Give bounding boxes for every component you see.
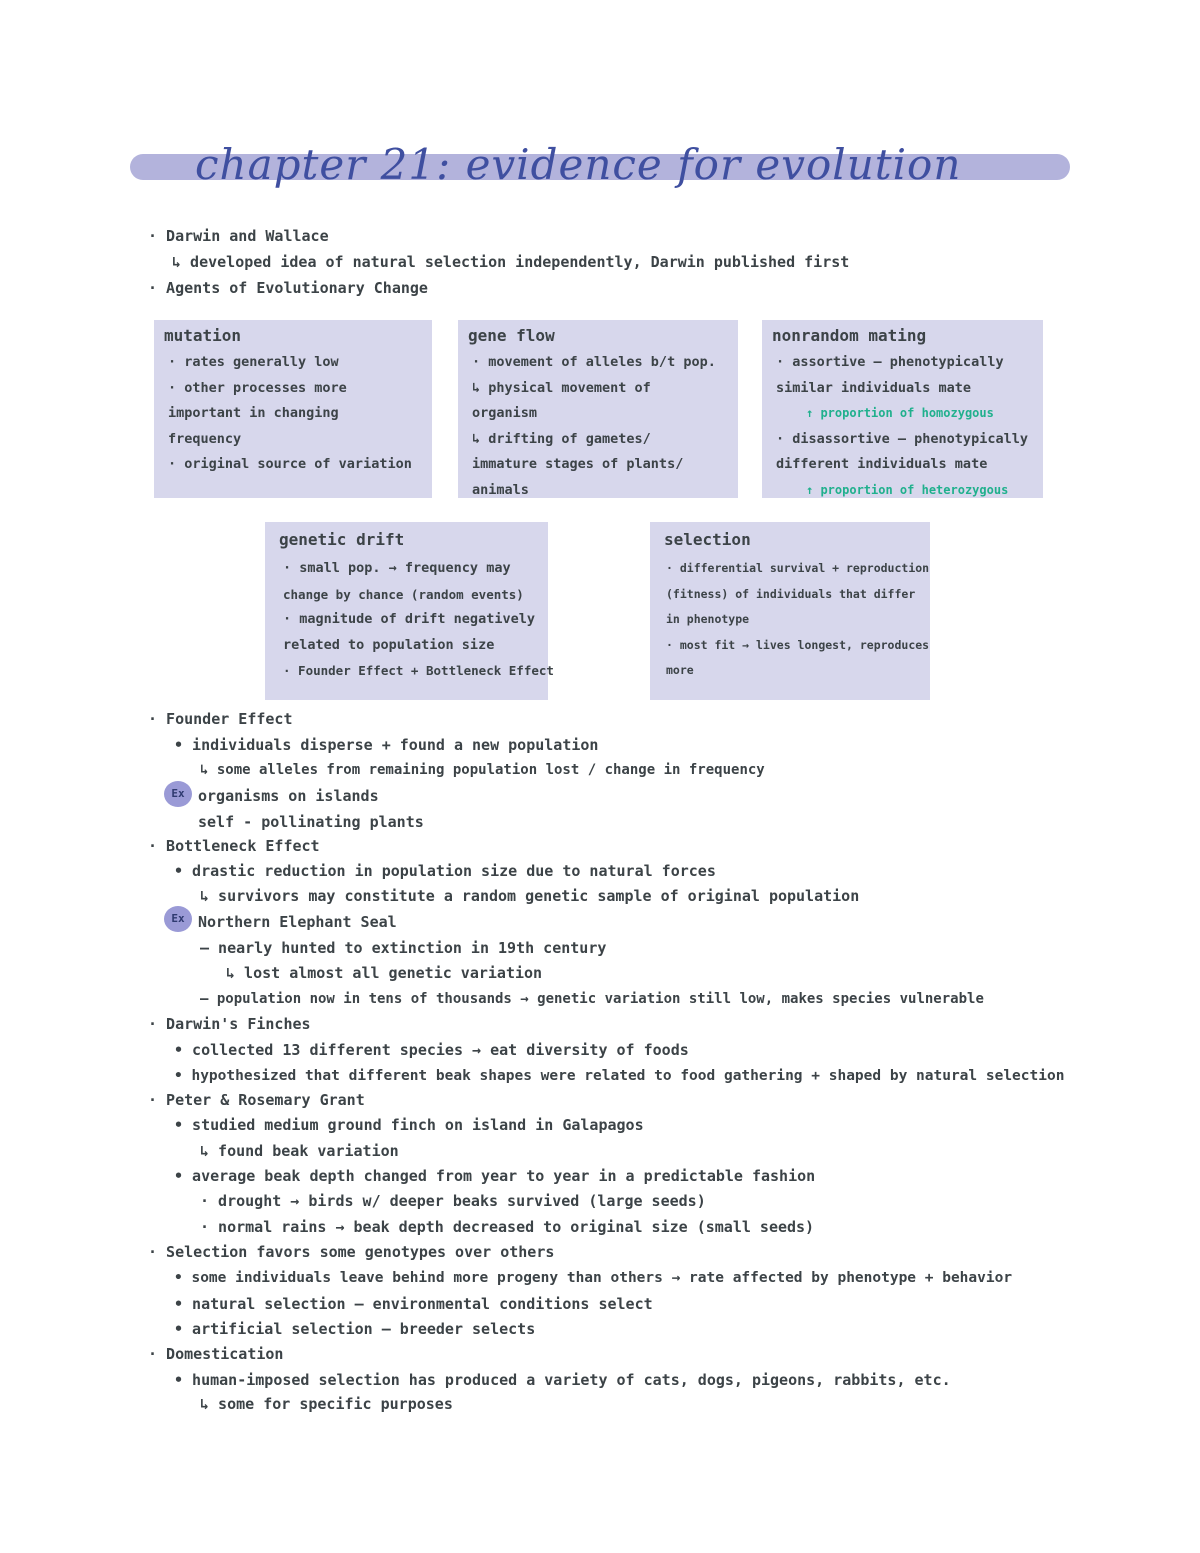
box-line: ↳ physical movement of xyxy=(472,379,651,396)
note-line: • human-imposed selection has produced a variety of cats, dogs, pigeons, rabbits, etc. xyxy=(174,1371,951,1389)
box-line: similar individuals mate xyxy=(776,379,972,396)
box-line: ↳ drifting of gametes/ xyxy=(472,430,651,447)
box-line: · movement of alleles b/t pop. xyxy=(472,354,716,370)
box-line: · most fit → lives longest, reproduces xyxy=(666,637,930,652)
box-line: · other processes more xyxy=(168,379,347,396)
mutation-box xyxy=(154,320,432,498)
box-line: different individuals mate xyxy=(776,456,988,472)
intro-line: ↳ developed idea of natural selection independently, Darwin published first xyxy=(172,253,850,271)
example-badge: Ex xyxy=(164,906,192,932)
note-line: ↳ lost almost all genetic variation xyxy=(226,964,543,982)
gene-flow-box xyxy=(458,320,738,498)
box-heading: gene flow xyxy=(468,326,555,345)
intro-line: · Agents of Evolutionary Change xyxy=(148,279,428,297)
note-line: · Peter & Rosemary Grant xyxy=(148,1091,365,1109)
box-heading: mutation xyxy=(164,326,242,345)
note-line: · Bottleneck Effect xyxy=(148,837,320,855)
note-line: • studied medium ground finch on island in Galapagos xyxy=(174,1116,644,1134)
note-line: · drought → birds w/ deeper beaks survived (large seeds) xyxy=(200,1192,706,1210)
note-line: · normal rains → beak depth decreased to original size (small seeds) xyxy=(200,1218,815,1236)
box-line: (fitness) of individuals that differ xyxy=(666,586,916,601)
box-line: organism xyxy=(472,405,538,421)
note-line: – population now in tens of thousands → genetic variation still low, makes species vulnerable xyxy=(200,991,984,1007)
page-title: chapter 21: evidence for evolution xyxy=(195,140,962,189)
note-line: • individuals disperse + found a new population xyxy=(174,736,599,754)
note-line: • natural selection – environmental conditions select xyxy=(174,1295,653,1313)
box-line-teal: ↑ proportion of homozygous xyxy=(806,406,994,420)
note-line: ↳ some alleles from remaining population lost / change in frequency xyxy=(200,762,765,778)
box-line: · assortive – phenotypically xyxy=(776,354,1004,370)
note-line: • hypothesized that different beak shapes were related to food gathering + shaped by natural selection xyxy=(174,1068,1065,1084)
note-line: · Selection favors some genotypes over others xyxy=(148,1243,555,1261)
box-line: related to population size xyxy=(283,636,495,653)
box-line: · magnitude of drift negatively xyxy=(283,611,535,627)
box-line: frequency xyxy=(168,430,242,447)
note-line: · Founder Effect xyxy=(148,710,293,728)
box-line: · rates generally low xyxy=(168,354,339,370)
example-badge: Ex xyxy=(164,781,192,807)
genetic-drift-box xyxy=(265,522,554,700)
box-line: animals xyxy=(472,481,529,498)
note-line: – nearly hunted to extinction in 19th century xyxy=(200,939,607,957)
note-line: • drastic reduction in population size due to natural forces xyxy=(174,862,716,880)
box-line: · small pop. → frequency may xyxy=(283,560,511,576)
note-line: • collected 13 different species → eat diversity of foods xyxy=(174,1041,689,1059)
box-line: · original source of variation xyxy=(168,456,412,472)
box-heading: nonrandom mating xyxy=(772,326,927,345)
box-heading: genetic drift xyxy=(279,530,405,549)
note-line: • average beak depth changed from year to year in a predictable fashion xyxy=(174,1167,816,1185)
nonrandom-mating-box xyxy=(762,320,1043,498)
note-line: • some individuals leave behind more progeny than others → rate affected by phenotype + behavior xyxy=(174,1270,1013,1286)
box-heading: selection xyxy=(664,530,751,549)
box-line: · differential survival + reproduction xyxy=(666,561,930,575)
box-line: · Founder Effect + Bottleneck Effect xyxy=(283,663,554,678)
box-line: immature stages of plants/ xyxy=(472,456,684,472)
box-line: important in changing xyxy=(168,405,339,421)
intro-line: · Darwin and Wallace xyxy=(148,227,329,245)
note-line: · Domestication xyxy=(148,1345,284,1363)
note-line: ↳ found beak variation xyxy=(200,1142,399,1160)
note-line: • artificial selection – breeder selects xyxy=(174,1320,536,1338)
box-line: change by chance (random events) xyxy=(283,586,524,602)
box-line: more xyxy=(666,663,694,677)
selection-box xyxy=(650,522,930,700)
note-line: Northern Elephant Seal xyxy=(198,913,397,931)
note-line: organisms on islands xyxy=(198,787,379,805)
note-line: ↳ survivors may constitute a random genetic sample of original population xyxy=(200,887,860,905)
box-line: in phenotype xyxy=(666,612,750,626)
note-line: · Darwin's Finches xyxy=(148,1015,311,1033)
note-line: self - pollinating plants xyxy=(198,813,424,831)
box-line: · disassortive – phenotypically xyxy=(776,430,1028,447)
note-line: ↳ some for specific purposes xyxy=(200,1395,453,1413)
box-line-teal: ↑ proportion of heterozygous xyxy=(806,482,1009,497)
